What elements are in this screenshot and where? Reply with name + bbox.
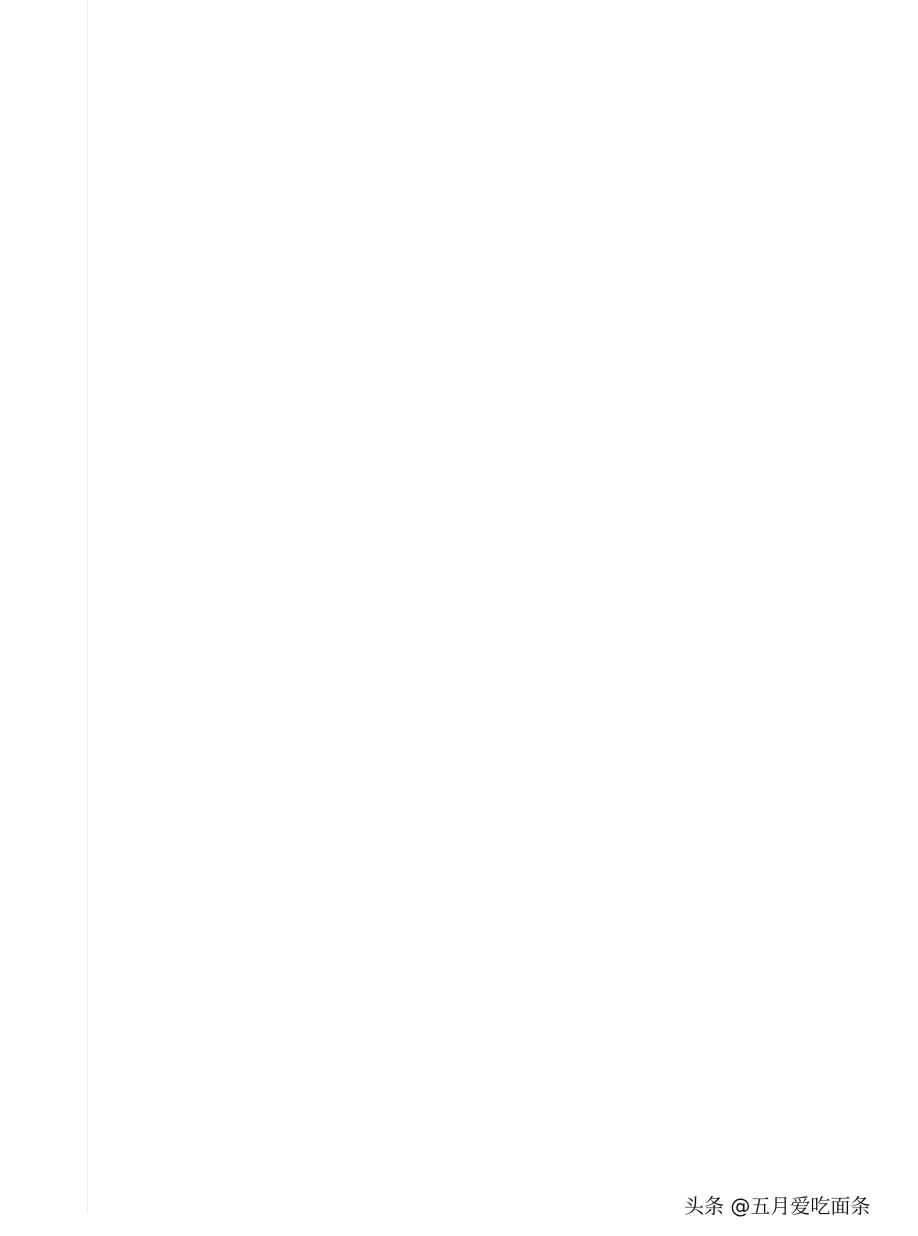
page-left-border [87,0,88,1212]
watermark: 头条 @五月爱吃面条 [684,1194,871,1218]
